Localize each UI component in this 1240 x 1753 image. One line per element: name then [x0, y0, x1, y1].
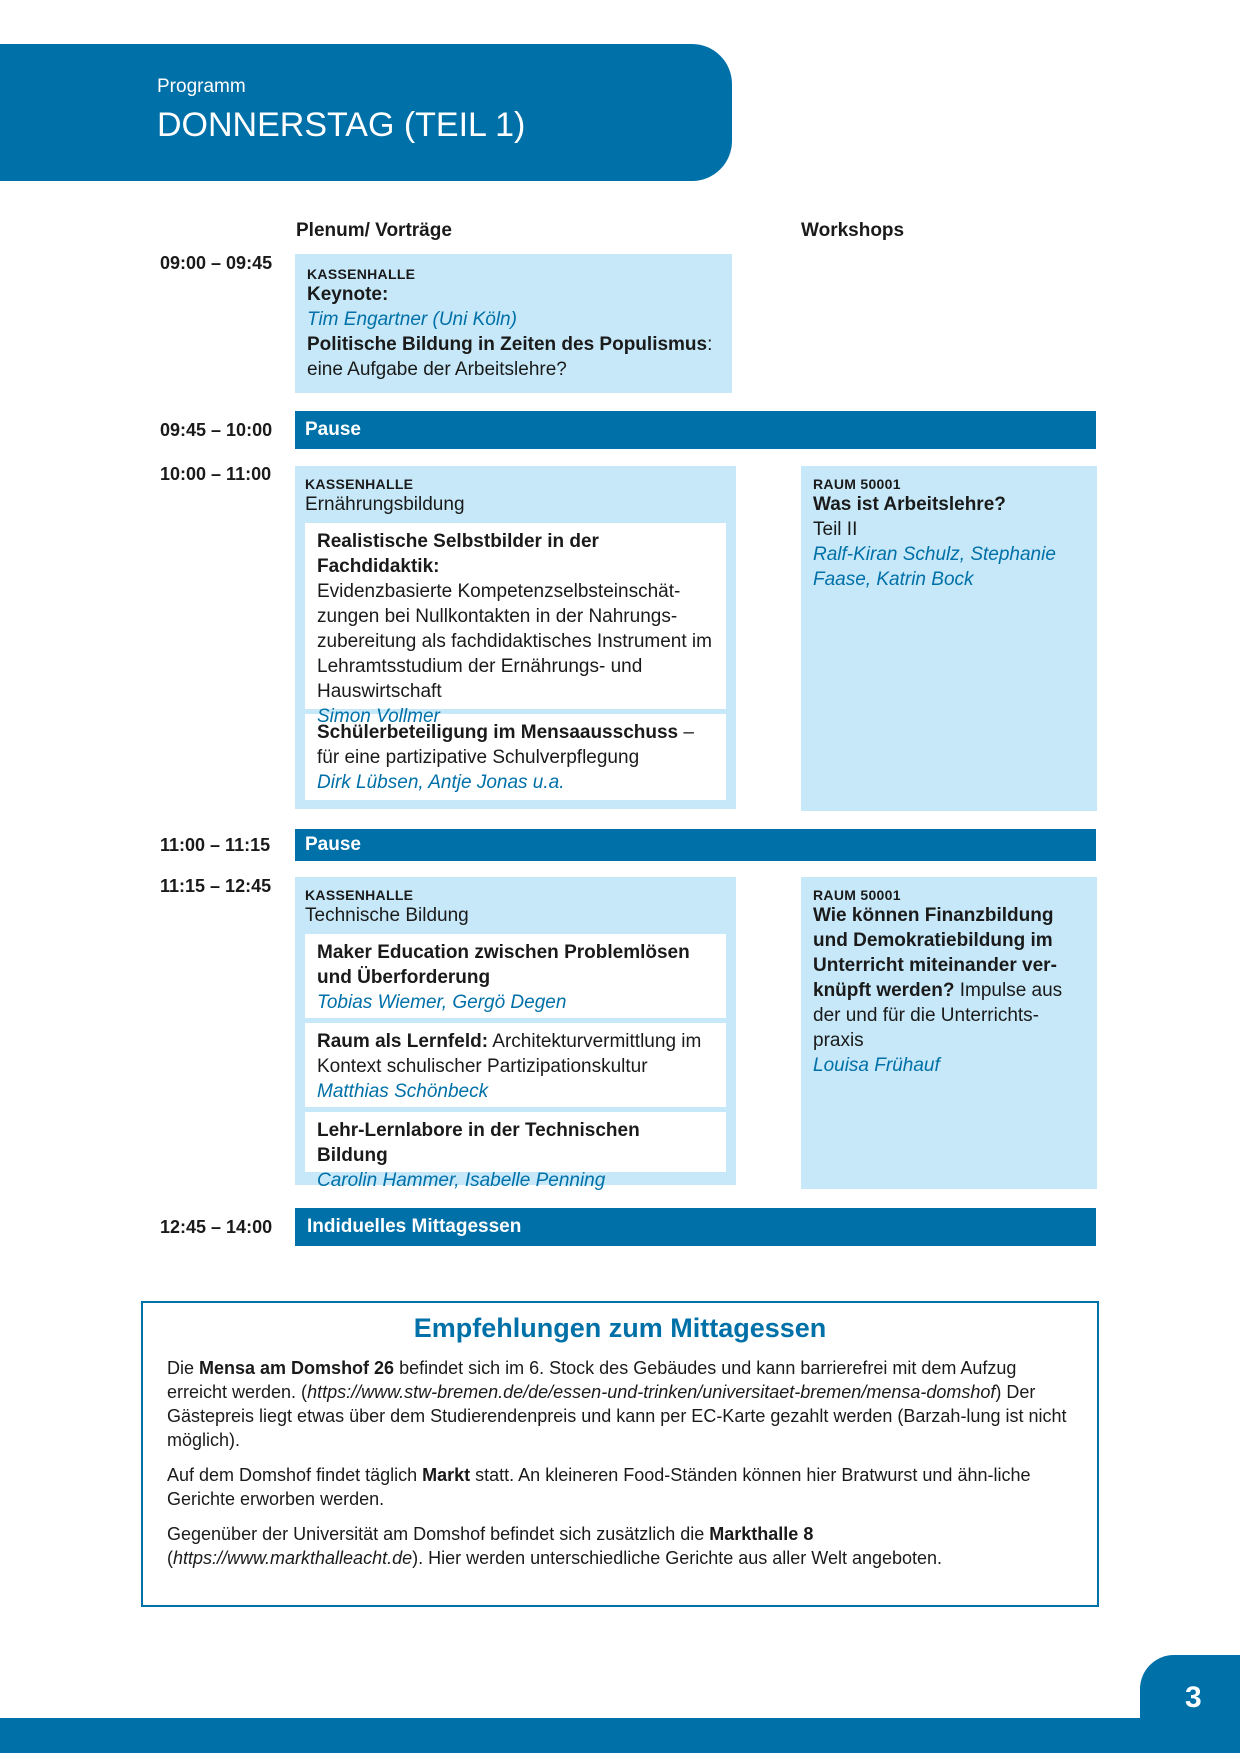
page-title: DONNERSTAG (TEIL 1) [157, 106, 526, 144]
talk-card [305, 714, 726, 800]
column-heading-workshops: Workshops [801, 220, 905, 241]
text: ). Hier werden unterschiedliche Gerichte aus aller Welt angeboten. [412, 1548, 943, 1568]
room-label: RAUM 50001 [813, 476, 901, 492]
lunch-recommendations-title: Empfehlungen zum Mittagessen [413, 1313, 827, 1343]
keynote-box [295, 254, 732, 393]
talk-speakers: Dirk Lübsen, Antje Jonas u.a. [317, 772, 565, 793]
keynote-speaker: Tim Engartner (Uni Köln) [307, 309, 517, 330]
talk-description: – für eine partizipative Schulverpflegung [317, 722, 694, 768]
talk-card [305, 934, 726, 1018]
workshop-subtitle: Teil II [813, 519, 858, 540]
talk-card [305, 1112, 726, 1191]
markt-name: Markt [422, 1465, 471, 1485]
mensa-name: Mensa am Domshof 26 [199, 1358, 395, 1378]
time-slot-2: 10:00 – 11:00 [160, 464, 272, 484]
pause-bar: Pause [295, 829, 1096, 861]
footer-bar [0, 1718, 1240, 1753]
time-slot-pause-2: 11:00 – 11:15 [160, 835, 271, 855]
column-heading-plenum: Plenum/ Vorträge [296, 220, 452, 241]
talk-description: Architekturvermittlung im Kontext schulischer Partizipationskultur [317, 1031, 702, 1077]
text: statt. An kleineren Food-Ständen können hier Bratwurst und ähn-liche Gerichte erworben werden. [167, 1465, 1031, 1509]
time-slot-3: 11:15 – 12:45 [160, 876, 272, 896]
info-paragraph-mensa [167, 1356, 1073, 1452]
talk-speakers: Simon Vollmer [317, 706, 440, 727]
time-slot-lunch: 12:45 – 14:00 [160, 1217, 273, 1237]
text: ) Der Gästepreis liegt etwas über dem Studierendenpreis und kann per EC-Karte gezahlt werden (Barzah-lung ist nicht möglich). [167, 1382, 1067, 1450]
talk-speakers: Matthias Schönbeck [317, 1081, 489, 1102]
talk-card [305, 523, 726, 727]
talk-speakers: Tobias Wiemer, Gergö Degen [317, 992, 567, 1013]
room-label: KASSENHALLE [305, 887, 414, 903]
room-label: RAUM 50001 [813, 887, 901, 903]
talk-title-line [317, 1029, 714, 1079]
keynote-title [307, 332, 720, 357]
keynote-label: Keynote: [307, 284, 389, 305]
text: Gegenüber der Universität am Domshof befindet sich zusätzlich die [167, 1524, 710, 1544]
room-label: KASSENHALLE [305, 476, 414, 492]
header-label: Programm [157, 76, 246, 97]
talk-speakers: Carolin Hammer, Isabelle Penning [317, 1170, 606, 1191]
page-header [0, 44, 732, 181]
mensa-link[interactable]: https://www.stw-bremen.de/de/essen-und-trinken/universitaet-bremen/mensa-domshof [307, 1382, 996, 1402]
lunch-recommendations-box [141, 1301, 1099, 1607]
session-topic: Technische Bildung [305, 905, 469, 926]
talk-title-line [317, 720, 714, 770]
time-slot-pause-1: 09:45 – 10:00 [160, 420, 273, 440]
talk-description: Evidenzbasierte Kompetenzselbsteinschät-zungen bei Nullkontakten in der Nahrungs-zubereitung als fachdidaktisches Instrument im Lehramtsstudium der Ernährungs- und Hauswirtschaft [317, 581, 712, 702]
workshop-speakers: Ralf-Kiran Schulz, Stephanie Faase, Katrin Bock [813, 544, 1056, 590]
talk-title: Schülerbeteiligung im Mensaausschuss [317, 722, 679, 743]
text: ( [167, 1548, 173, 1568]
talk-title: Raum als Lernfeld: [317, 1031, 489, 1052]
time-slot-1: 09:00 – 09:45 [160, 253, 273, 273]
room-label: KASSENHALLE [307, 266, 416, 282]
workshop-box-arbeitslehre [801, 466, 1097, 811]
plenum-box-ernaehrung [295, 466, 736, 809]
session-topic: Ernährungsbildung [305, 494, 465, 515]
workshop-title: Was ist Arbeitslehre? [813, 494, 1006, 515]
keynote-title-colon: : [707, 334, 713, 355]
markthalle-link[interactable]: https://www.markthalleacht.de [173, 1548, 413, 1568]
talk-title: Maker Education zwischen Problemlösen und Überforderung [317, 942, 690, 988]
keynote-title-rest: eine Aufgabe der Arbeitslehre? [307, 359, 567, 380]
text: Die [167, 1358, 200, 1378]
workshop-box-finanzbildung [801, 877, 1097, 1189]
workshop-title-line [813, 903, 1085, 1053]
talk-card [305, 1023, 726, 1107]
workshop-description: Impulse aus der und für die Unterrichts-praxis [813, 980, 1063, 1051]
info-paragraph-markthalle [167, 1522, 1073, 1570]
talk-title: Lehr-Lernlabore in der Technischen Bildung [317, 1120, 640, 1166]
pause-bar: Pause [295, 411, 1096, 449]
page-number: 3 [1185, 1681, 1202, 1714]
text: befindet sich im 6. Stock des Gebäudes und kann barrierefrei mit dem Aufzug erreicht werden. ( [167, 1358, 1017, 1402]
text: Auf dem Domshof findet täglich [167, 1465, 423, 1485]
info-paragraph-markt [167, 1463, 1073, 1511]
page-number-tab [1140, 1655, 1240, 1753]
keynote-title-bold: Politische Bildung in Zeiten des Populismus [307, 334, 708, 355]
talk-title: Realistische Selbstbilder in der Fachdidaktik: [317, 531, 599, 577]
lunch-bar: Indiduelles Mittagessen [295, 1208, 1096, 1246]
workshop-speakers: Louisa Frühauf [813, 1055, 940, 1076]
markthalle-name: Markthalle 8 [709, 1524, 814, 1544]
workshop-title: Wie können Finanzbildung und Demokratiebildung im Unterricht miteinander ver-knüpft werden? [813, 905, 1057, 1001]
plenum-box-technik [295, 877, 736, 1191]
